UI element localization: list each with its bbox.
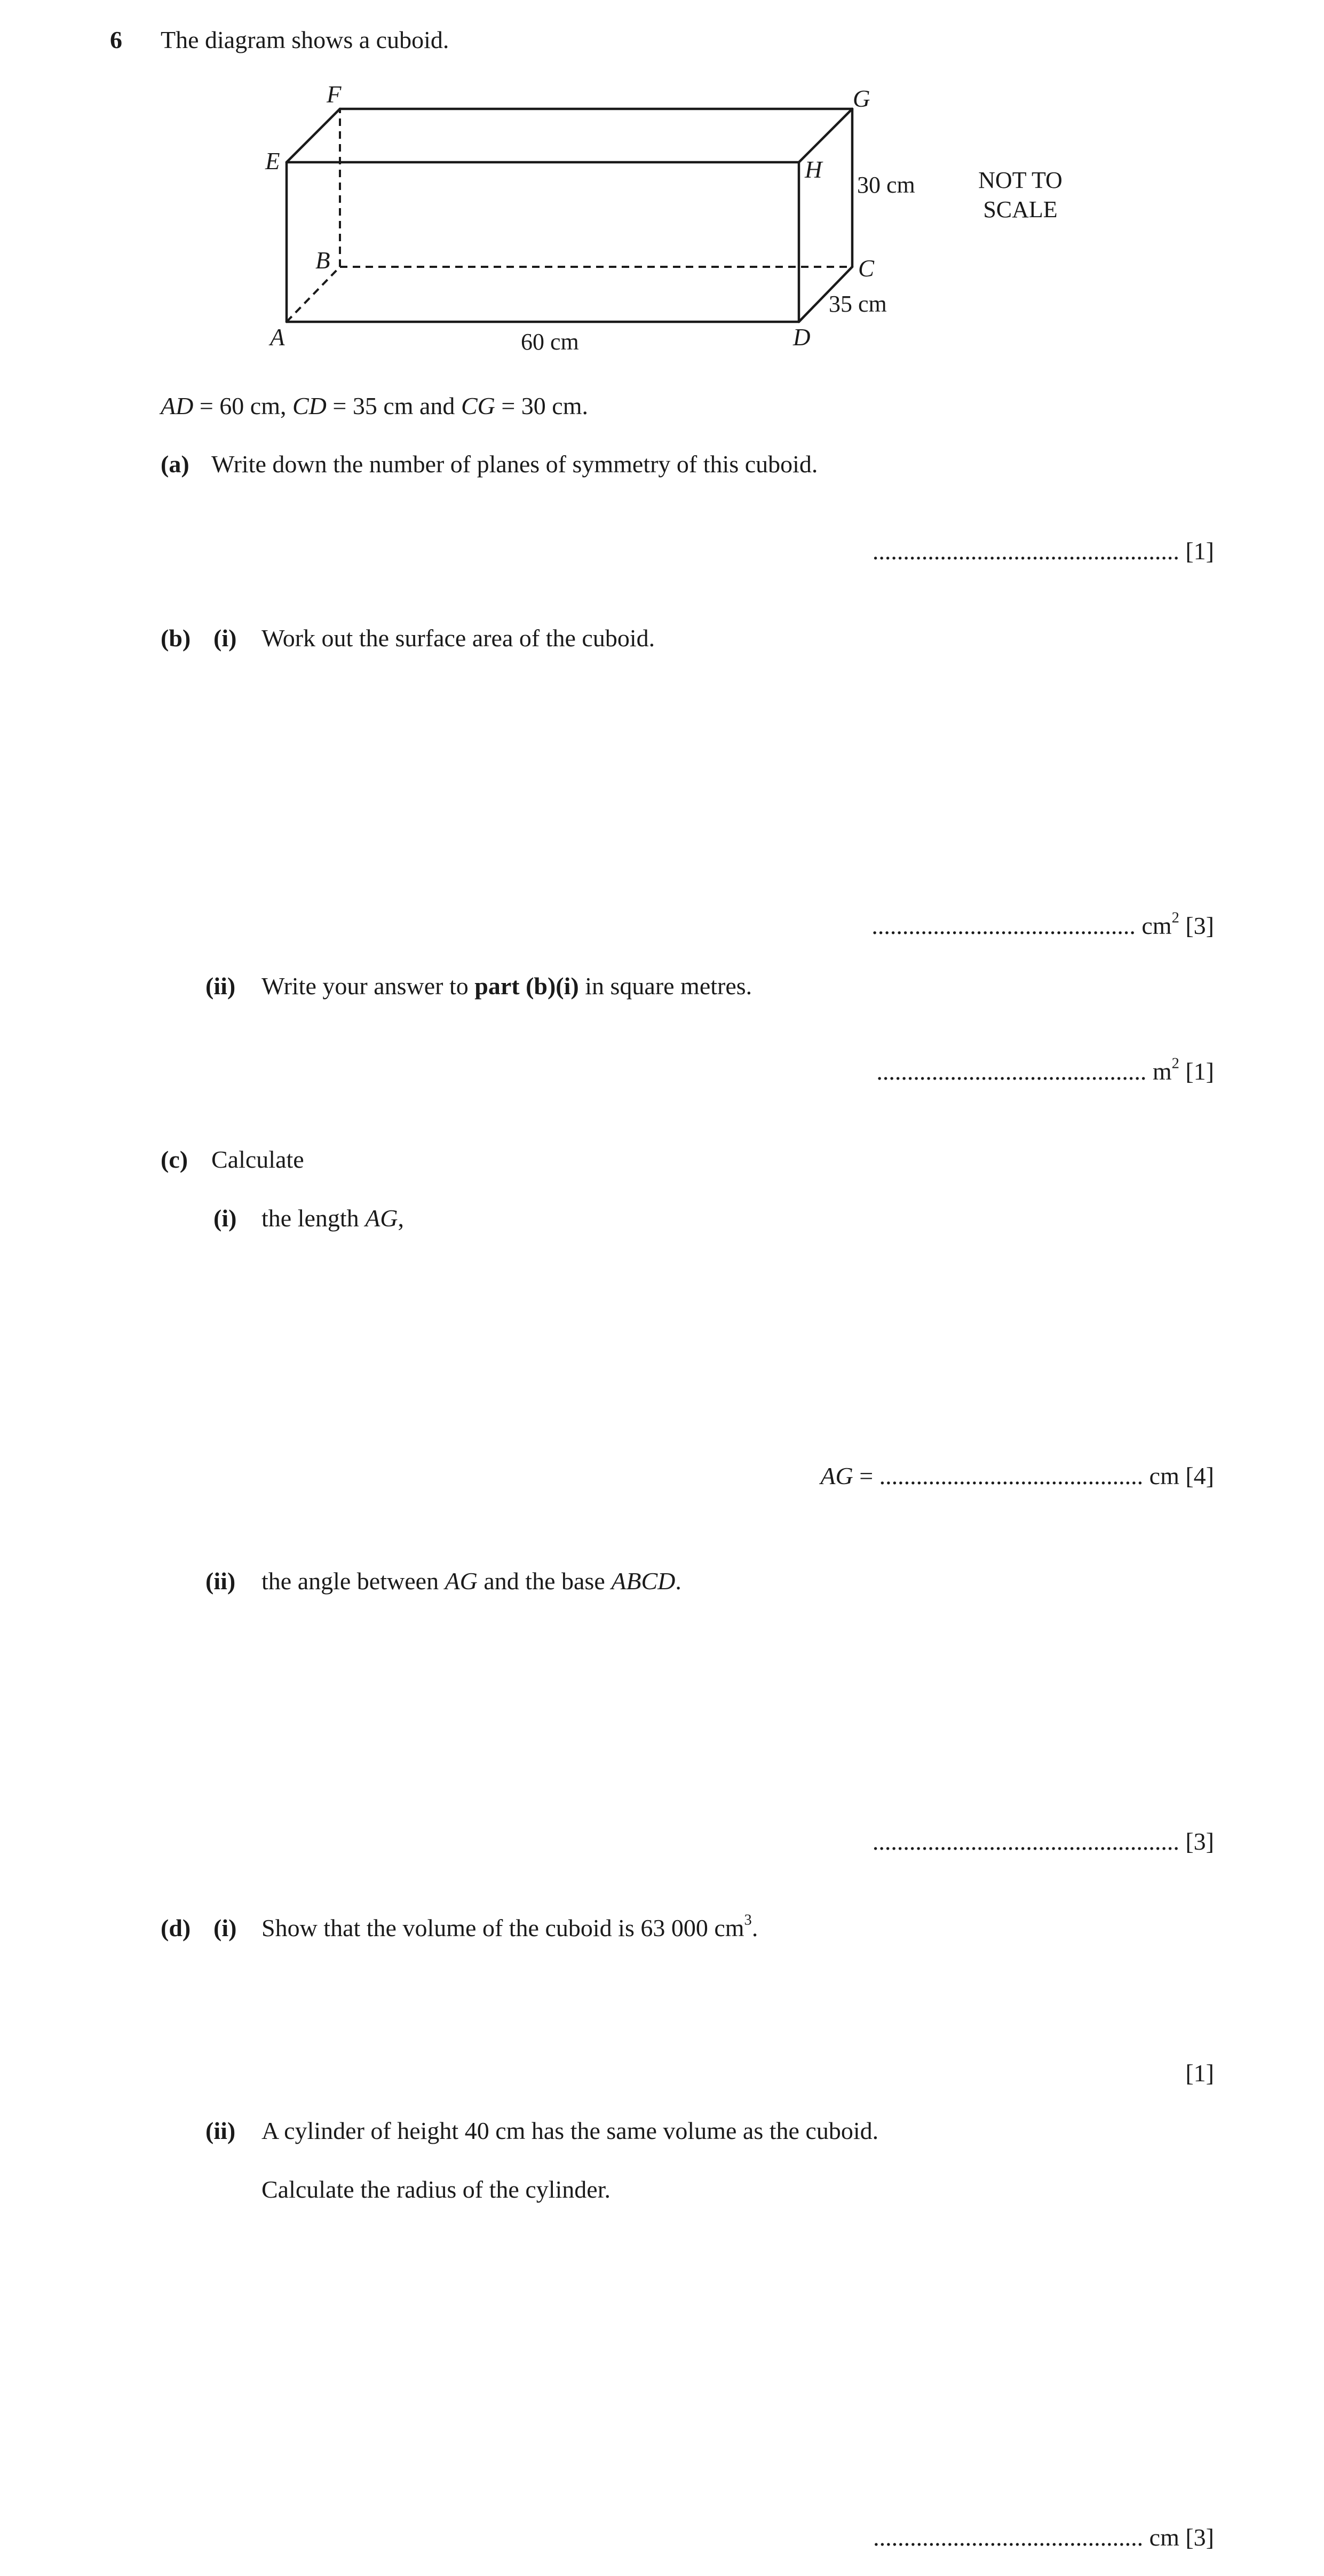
part-d-ii-text-line2: Calculate the radius of the cylinder. <box>261 2176 611 2203</box>
not-to-scale-line1: NOT TO <box>978 167 1063 193</box>
part-c-label: (c) <box>161 1146 188 1173</box>
part-c-i-text: the length AG, <box>261 1204 405 1232</box>
vertex-label-b: B <box>315 247 330 274</box>
vertex-label-e: E <box>265 148 280 175</box>
dimension-length-label: 60 cm <box>521 329 579 355</box>
part-b-ii-answer-line[interactable]: ............................................ $m^2$ [1] <box>876 1055 1214 1085</box>
part-d-label: (d) <box>161 1914 191 1941</box>
vertex-label-g: G <box>853 85 870 112</box>
part-d-i-marks: [1] <box>1185 2059 1214 2087</box>
part-c-ii-text: the angle between AG and the base ABCD. <box>261 1567 681 1595</box>
vertex-label-c: C <box>858 255 875 282</box>
part-b-ii-label: (ii) <box>205 972 236 1000</box>
vertex-label-h: H <box>805 156 822 183</box>
vertex-label-a: A <box>270 324 285 351</box>
question-intro: The diagram shows a cuboid. <box>161 26 449 53</box>
vertex-label-f: F <box>327 81 342 108</box>
dimension-height-label: 30 cm <box>857 172 915 198</box>
question-number: 6 <box>110 26 122 53</box>
part-b-ii-text: Write your answer to part (b)(i) in square metres. <box>261 972 752 1000</box>
part-b-label: (b) <box>161 624 191 652</box>
not-to-scale-line2: SCALE <box>983 196 1058 223</box>
part-d-ii-text-line1: A cylinder of height 40 cm has the same volume as the cuboid. <box>261 2117 879 2144</box>
hidden-edge-ab <box>287 267 340 322</box>
cuboid-diagram <box>0 0 1324 384</box>
edge-ef <box>287 109 340 162</box>
part-d-ii-label: (ii) <box>205 2117 236 2144</box>
part-c-i-answer-line[interactable]: AG = ........................................... cm [4] <box>820 1462 1214 1489</box>
part-c-text: Calculate <box>211 1146 304 1173</box>
part-d-ii-answer-line[interactable]: ............................................ cm [3] <box>873 2524 1214 2551</box>
part-a-label: (a) <box>161 450 189 478</box>
part-d-i-label: (i) <box>213 1914 237 1941</box>
part-a-answer-line[interactable]: .................................................. [1] <box>872 537 1214 565</box>
part-a-text: Write down the number of planes of symmetry of this cuboid. <box>211 450 818 478</box>
edge-gh <box>799 109 852 162</box>
vertex-label-d: D <box>793 324 811 351</box>
part-c-ii-answer-line[interactable]: .................................................. [3] <box>872 1828 1214 1855</box>
given-measurements: AD = 60 cm, CD = 35 cm and CG = 30 cm. <box>161 392 588 419</box>
part-c-ii-label: (ii) <box>205 1567 236 1595</box>
part-d-i-text: Show that the volume of the cuboid is 63 000 $cm^3$. <box>261 1912 758 1941</box>
part-b-i-answer-line[interactable]: ........................................... $cm^2$ [3] <box>871 909 1214 939</box>
dimension-depth-label: 35 cm <box>829 291 887 317</box>
part-c-i-label: (i) <box>213 1204 237 1232</box>
part-b-i-text: Work out the surface area of the cuboid. <box>261 624 655 652</box>
part-b-i-label: (i) <box>213 624 237 652</box>
